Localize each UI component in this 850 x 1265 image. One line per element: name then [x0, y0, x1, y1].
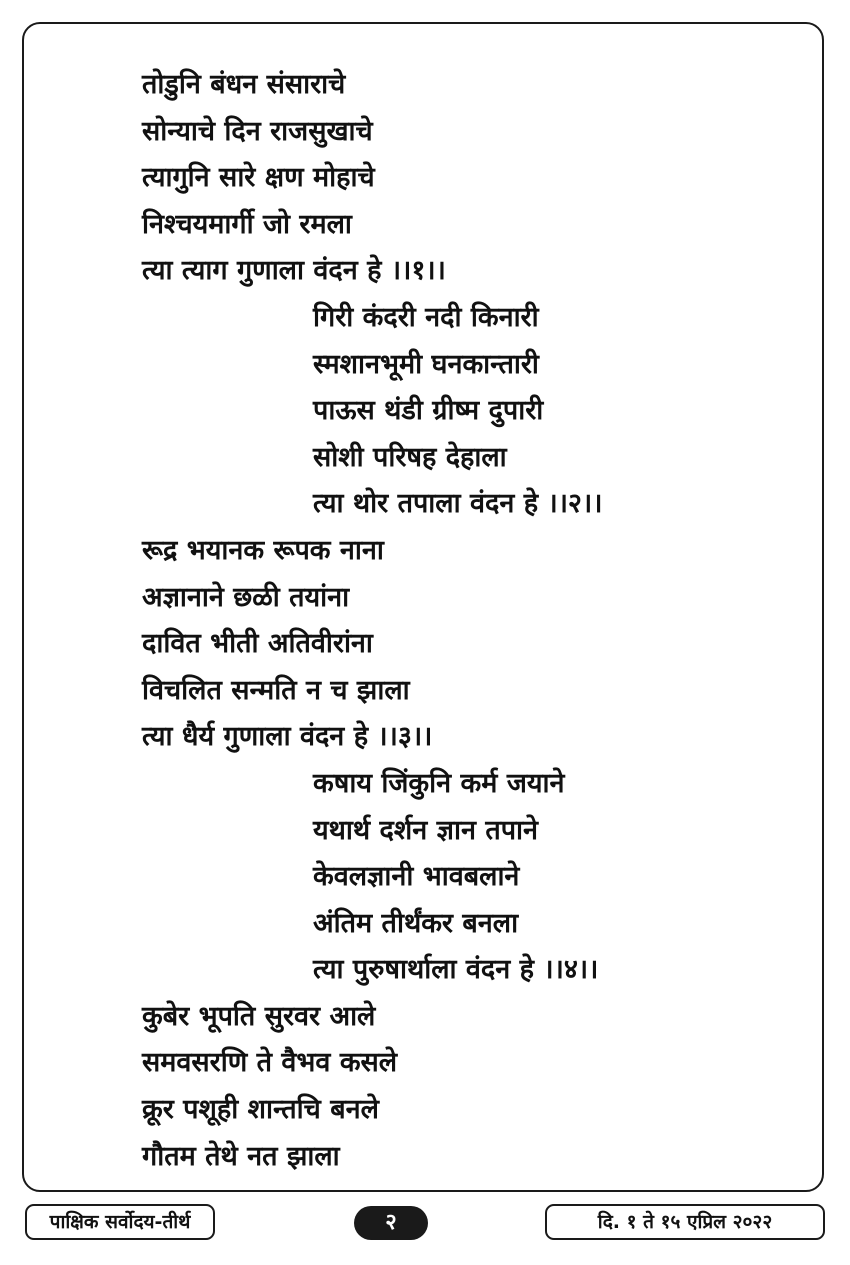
poem-line: त्या पुरुषार्थाला वंदन हे ।।४।। [313, 954, 599, 986]
poem-line: विचलित सन्मति न च झाला [142, 674, 410, 706]
poem-line: कषाय जिंकुनि कर्म जयाने [313, 767, 565, 799]
poem [24, 62, 822, 1180]
poem-line: केवलज्ञानी भावबलाने [313, 861, 520, 893]
poem-line: त्या त्याग गुणाला वंदन हे ।।१।। [142, 255, 446, 287]
poem-line: त्या धैर्य गुणाला वंदन हे ।।३।। [142, 721, 433, 753]
poem-line: तोडुनि बंधन संसाराचे [142, 69, 346, 100]
page-frame [22, 22, 824, 1192]
issue-date: दि. १ ते १५ एप्रिल २०२२ [545, 1204, 825, 1240]
poem-line: त्यागुनि सारे क्षण मोहाचे [142, 162, 375, 194]
poem-line: अंतिम तीर्थंकर बनला [313, 907, 519, 939]
footer [0, 1204, 850, 1242]
poem-line: दावित भीती अतिवीरांना [142, 628, 373, 660]
poem-line: समवसरणि ते वैभव कसले [142, 1047, 398, 1079]
poem-line: यथार्थ दर्शन ज्ञान तपाने [313, 814, 539, 846]
poem-line: पाऊस थंडी ग्रीष्म दुपारी [313, 395, 544, 427]
poem-line: निश्चयमार्गी जो रमला [142, 208, 352, 240]
poem-line: स्मशानभूमी घनकान्तारी [313, 348, 539, 380]
publication-title: पाक्षिक सर्वोदय-तीर्थ [25, 1204, 215, 1240]
poem-line: क्रूर पशूही शान्तचि बनले [142, 1094, 379, 1126]
poem-line: कुबेर भूपति सुरवर आले [142, 1000, 376, 1032]
poem-line: गिरी कंदरी नदी किनारी [313, 301, 539, 333]
poem-line: त्या थोर तपाला वंदन हे ।।२।। [313, 488, 603, 520]
page-number: २ [354, 1206, 428, 1240]
poem-line: सोन्याचे दिन राजसुखाचे [142, 115, 373, 147]
poem-line: सोशी परिषह देहाला [313, 441, 507, 473]
poem-line: रूद्र भयानक रूपक नाना [142, 534, 384, 566]
poem-line: गौतम तेथे नत झाला [142, 1140, 340, 1172]
poem-line: अज्ञानाने छळी तयांना [142, 581, 350, 613]
